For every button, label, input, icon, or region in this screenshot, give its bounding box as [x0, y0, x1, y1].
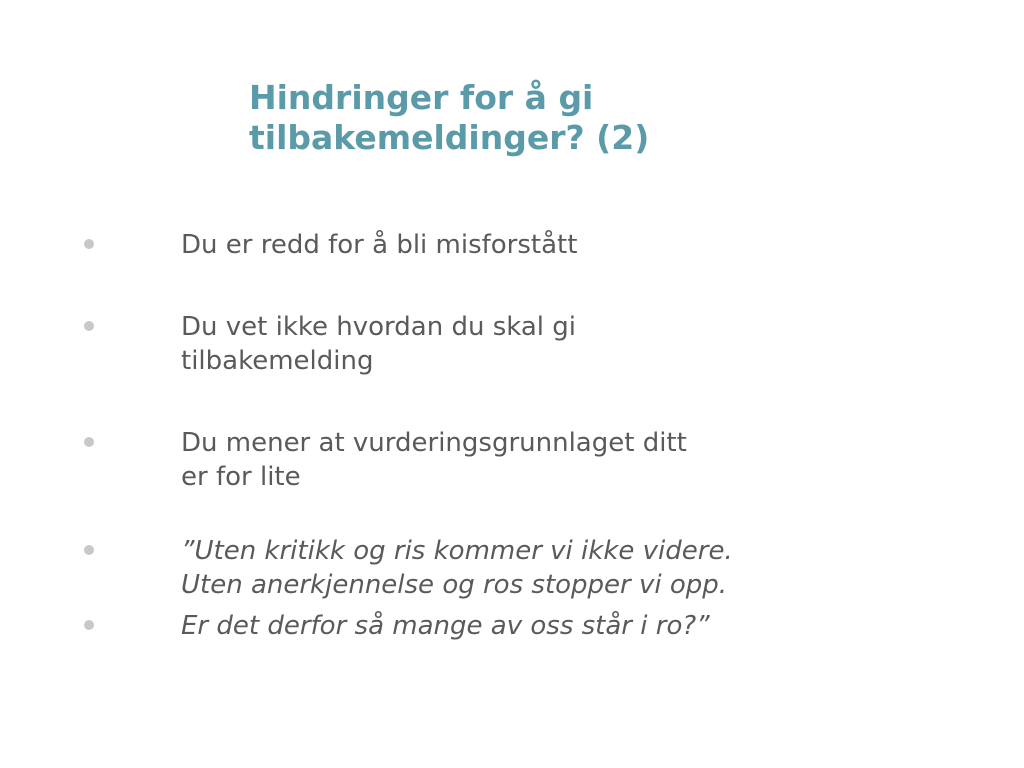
bullet-dot-icon [84, 437, 94, 447]
bullet-dot-icon [84, 239, 94, 249]
bullet-text-2 [181, 310, 881, 378]
bullet-text-1 [181, 228, 881, 262]
slide-title [249, 78, 809, 158]
bullet-text-4-line-2: Uten anerkjennelse og ros stopper vi opp. [181, 570, 728, 600]
bullet-dot-icon [84, 321, 94, 331]
bullet-text-3-line-1: Du mener at vurderingsgrunnlaget ditt [181, 428, 687, 458]
bullet-text-1-line-1: Du er redd for å bli misforstått [181, 230, 578, 260]
slide-title-line-1: Hindringer for å gi [249, 78, 594, 117]
bullet-text-5 [181, 609, 881, 643]
bullet-text-2-line-1: Du vet ikke hvordan du skal gi [181, 312, 577, 342]
bullet-dot-icon [84, 545, 94, 555]
bullet-text-4-line-1: ”Uten kritikk og ris kommer vi ikke videre. [181, 536, 733, 566]
bullet-text-5-line-1: Er det derfor så mange av oss står i ro?” [181, 611, 710, 641]
bullet-dot-icon [84, 620, 94, 630]
bullet-text-4 [181, 534, 881, 602]
slide-title-line-2: tilbakemeldinger? (2) [249, 118, 650, 157]
bullet-text-3-line-2: er for lite [181, 462, 301, 492]
bullet-text-2-line-2: tilbakemelding [181, 346, 374, 376]
bullet-text-3 [181, 426, 881, 494]
